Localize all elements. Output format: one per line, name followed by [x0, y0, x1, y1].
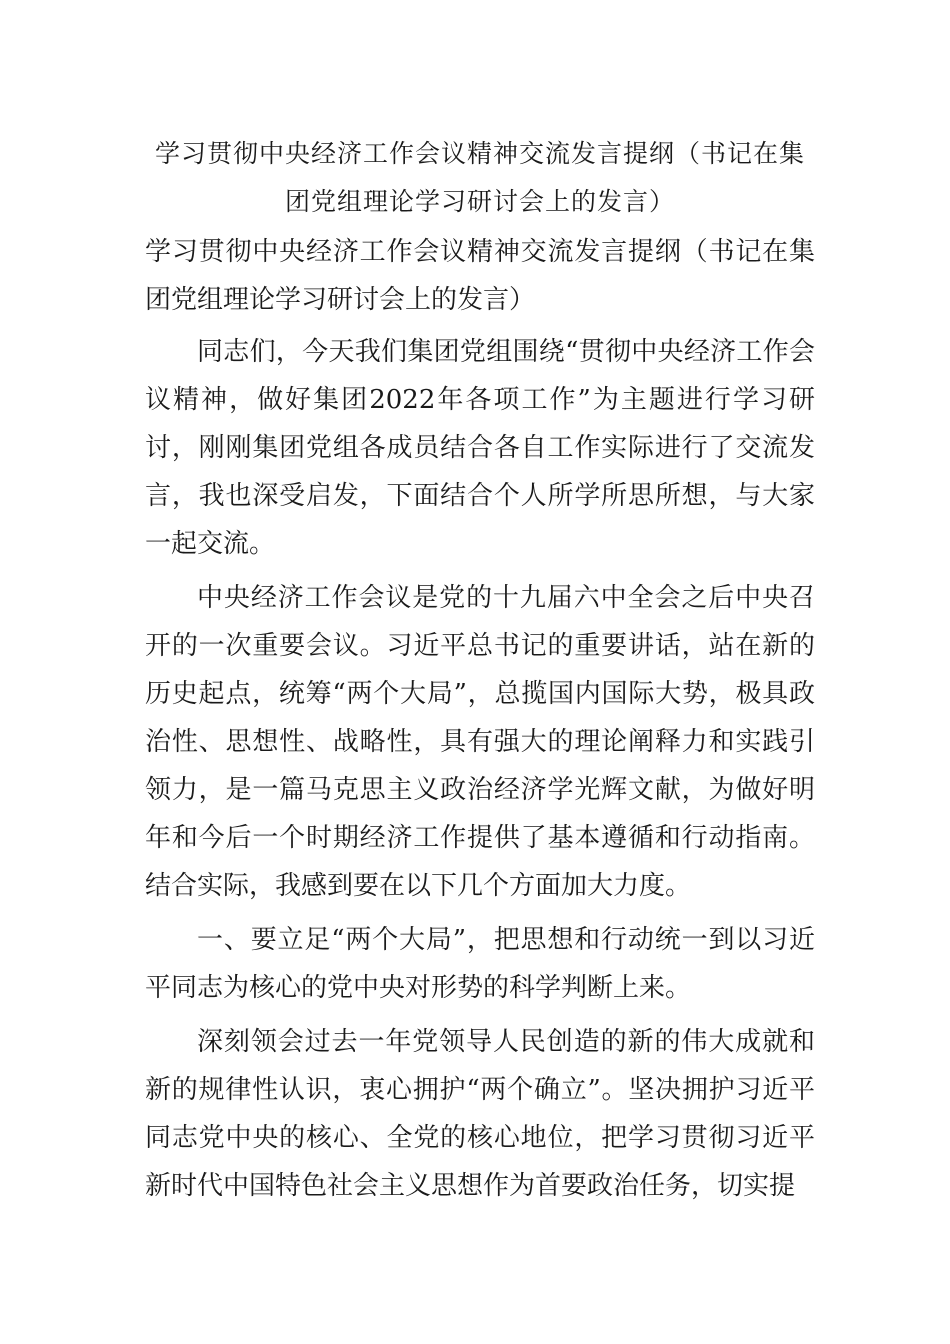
paragraph-opening: 同志们，今天我们集团党组围绕“贯彻中央经济工作会议精神，做好集团2022年各项工作”为主题进行学习研讨，刚刚集团党组各成员结合各自工作实际进行了交流发言，我也深受启发，下面结合个人所学所思所想，与大家一起交流。	[145, 337, 815, 559]
title-line-1: 学习贯彻中央经济工作会议精神交流发言提纲（书记在集	[154, 139, 805, 168]
document-title	[140, 130, 820, 226]
document-subtitle: 学习贯彻中央经济工作会议精神交流发言提纲（书记在集团党组理论学习研讨会上的发言）	[145, 237, 815, 315]
section-heading-one: 一、要立足“两个大局”，把思想和行动统一到以习近平同志为核心的党中央对形势的科学判断上来。	[145, 925, 815, 1003]
title-line-2: 团党组理论学习研讨会上的发言）	[284, 187, 675, 216]
document-body	[145, 228, 815, 1216]
paragraph-section-one-body: 深刻领会过去一年党领导人民创造的新的伟大成就和新的规律性认识，衷心拥护“两个确立”。坚决拥护习近平同志党中央的核心、全党的核心地位，把学习贯彻习近平新时代中国特色社会主义思想作为首要政治任务，切实提	[145, 1027, 815, 1201]
paragraph-meeting-significance: 中央经济工作会议是党的十九届六中全会之后中央召开的一次重要会议。习近平总书记的重要讲话，站在新的历史起点，统筹“两个大局”，总揽国内国际大势，极具政治性、思想性、战略性，具有强大的理论阐释力和实践引领力，是一篇马克思主义政治经济学光辉文献，为做好明年和今后一个时期经济工作提供了基本遵循和行动指南。结合实际，我感到要在以下几个方面加大力度。	[145, 583, 815, 901]
